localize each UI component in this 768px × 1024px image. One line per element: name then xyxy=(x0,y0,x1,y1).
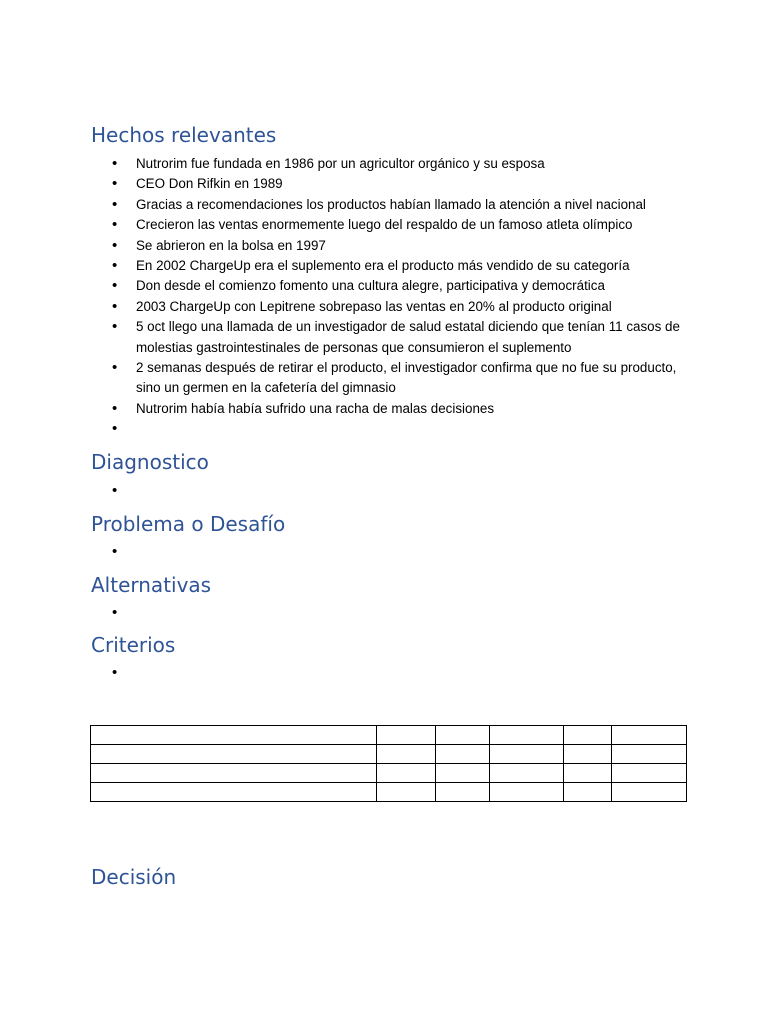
table-cell[interactable] xyxy=(564,783,612,802)
heading-problema-desafio: Problema o Desafío xyxy=(91,512,286,536)
table-cell[interactable] xyxy=(91,726,377,745)
heading-alternativas: Alternativas xyxy=(91,573,212,597)
table-cell[interactable] xyxy=(564,726,612,745)
diagnostico-list xyxy=(112,481,682,501)
list-item xyxy=(112,481,682,501)
criteria-table xyxy=(90,725,687,802)
table-cell[interactable] xyxy=(376,783,436,802)
list-item xyxy=(112,419,682,439)
list-item xyxy=(112,663,682,683)
table-cell[interactable] xyxy=(436,726,490,745)
table-cell[interactable] xyxy=(490,726,564,745)
list-item: • Se abrieron en la bolsa en 1997 xyxy=(112,236,682,256)
table-row xyxy=(91,726,687,745)
table-cell[interactable] xyxy=(91,745,377,764)
table-cell[interactable] xyxy=(436,783,490,802)
list-item: • Crecieron las ventas enormemente luego del respaldo de un famoso atleta olímpico xyxy=(112,215,682,235)
criterios-list xyxy=(112,663,682,683)
table-row xyxy=(91,764,687,783)
list-item: • 2003 ChargeUp con Lepitrene sobrepaso las ventas en 20% al producto original xyxy=(112,297,682,317)
table-cell[interactable] xyxy=(376,745,436,764)
table-cell[interactable] xyxy=(91,783,377,802)
table-cell[interactable] xyxy=(612,783,687,802)
alternativas-list xyxy=(112,603,682,623)
table-cell[interactable] xyxy=(91,764,377,783)
heading-hechos-relevantes: Hechos relevantes xyxy=(91,123,277,147)
list-item: • En 2002 ChargeUp era el suplemento era el producto más vendido de su categoría xyxy=(112,256,682,276)
table-cell[interactable] xyxy=(564,764,612,783)
list-item: • 5 oct llego una llamada de un investigador de salud estatal diciendo que tenían 11 casos de molestias gastrointestinales de personas que consumieron el suplemento xyxy=(112,317,682,358)
table-row xyxy=(91,783,687,802)
list-item: • Don desde el comienzo fomento una cultura alegre, participativa y democrática xyxy=(112,276,682,296)
table-cell[interactable] xyxy=(612,764,687,783)
table-cell[interactable] xyxy=(612,726,687,745)
list-item: • 2 semanas después de retirar el producto, el investigador confirma que no fue su producto, sino un germen en la cafetería del gimnasio xyxy=(112,358,682,399)
list-item: • Gracias a recomendaciones los productos habían llamado la atención a nivel nacional xyxy=(112,195,682,215)
list-item: • Nutrorim fue fundada en 1986 por un agricultor orgánico y su esposa xyxy=(112,154,682,174)
table-cell[interactable] xyxy=(490,764,564,783)
list-item: • CEO Don Rifkin en 1989 xyxy=(112,174,682,194)
table-cell[interactable] xyxy=(436,764,490,783)
list-item: • Nutrorim había había sufrido una racha de malas decisiones xyxy=(112,399,682,419)
table-cell[interactable] xyxy=(376,764,436,783)
table-cell[interactable] xyxy=(490,783,564,802)
table-cell[interactable] xyxy=(564,745,612,764)
heading-criterios: Criterios xyxy=(91,633,176,657)
hechos-list xyxy=(112,154,682,440)
table-cell[interactable] xyxy=(436,745,490,764)
problema-list xyxy=(112,542,682,562)
list-item xyxy=(112,603,682,623)
table-row xyxy=(91,745,687,764)
table-cell[interactable] xyxy=(490,745,564,764)
table-cell[interactable] xyxy=(612,745,687,764)
table-cell[interactable] xyxy=(376,726,436,745)
list-item xyxy=(112,542,682,562)
heading-diagnostico: Diagnostico xyxy=(91,450,209,474)
heading-decision: Decisión xyxy=(91,865,177,889)
